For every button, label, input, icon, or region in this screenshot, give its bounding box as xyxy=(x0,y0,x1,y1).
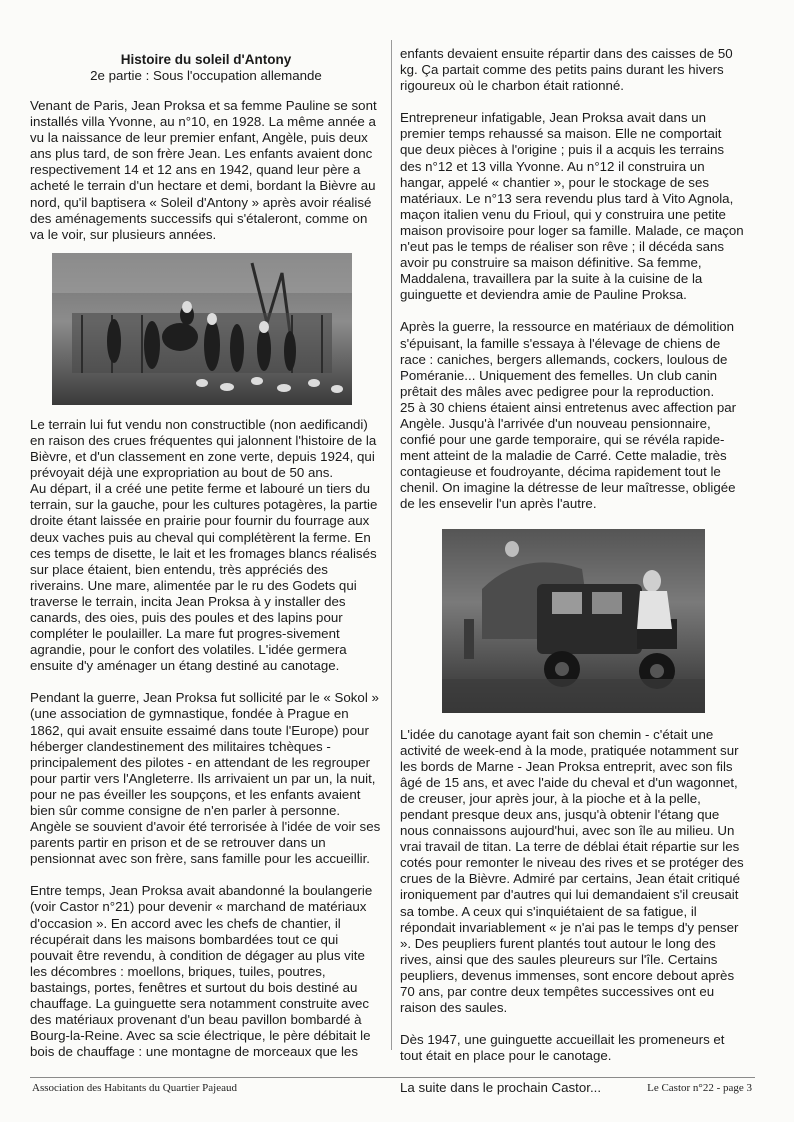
people-farm-photo xyxy=(52,253,352,405)
left-column xyxy=(30,46,382,1060)
paragraph: 25 à 30 chiens étaient ainsi entretenus avec affection par Angèle. Jusqu'à l'arrivée d'un nouveau pensionnaire, confié pour une garde temporaire, qui se révéla rapide-ment atteint de la maladie de Carré. Cette maladie, très contagieuse et foudroyante, décima rapidement tout le chenil. On imagine la détresse de leur maîtresse, obligée de les ensevelir l'un après l'autre. xyxy=(400,399,737,512)
article-title: Histoire du soleil d'Antony xyxy=(120,52,292,67)
paragraph: Dès 1947, une guinguette accueillait les promeneurs et tout était en place pour le canotage. xyxy=(400,1032,725,1064)
paragraph: Le terrain lui fut vendu non constructible (non aedificandi) en raison des crues fréquentes qui jalonnent l'histoire de la Bièvre, et d'un classement en zone verte, depuis 1924, qui prévoyait déjà une expropriation au bout de 50 ans. xyxy=(30,416,377,481)
column-divider xyxy=(391,40,392,1050)
paragraph: Pendant la guerre, Jean Proksa fut sollicité par le « Sokol » (une association de gymnastique, fondée à Prague en 1862, qui avait ensuite essaimé dans toute l'Europe) pour héberger clandestinement des militaires tchèques - principalement des pilotes - en attendant de les regrouper pour partir vers l'Angleterre. Ils arrivaient un par un, la nuit, pour ne pas éveiller les soupçons, et les enfants avaient bien sûr comme consigne de n'en parler à personne. Angèle se souvient d'avoir été terrorisée à l'idée de voir ses parents partir en prison et de se retrouver dans un pensionnat avec son frère, sans famille pour les accueillir. xyxy=(30,690,381,867)
old-car-hay-cart-photo xyxy=(442,529,705,713)
right-column xyxy=(400,46,745,1097)
paragraph: Entre temps, Jean Proksa avait abandonné la boulangerie (voir Castor n°21) pour devenir « marchand de matériaux d'occasion ». En accord avec les chefs de chantier, il récupérait dans les maisons bombardées tout ce qui pouvait être revendu, à condition de dégager au plus vite les décombres : moellons, briques, tuiles, poutres, bastaings, portes, fenêtres et surtout du bois destiné au chauffage. La guinguette sera notamment construite avec des matériaux provenant d'un beau pavillon bombardé à Bourg-la-Reine. Avec sa scie électrique, le père débitait le bois de chauffage : une montagne de morceaux que les xyxy=(30,883,373,1060)
closing-note: La suite dans le prochain Castor... xyxy=(400,1080,602,1096)
paragraph: Après la guerre, la ressource en matériaux de démolition s'épuisant, la famille s'essaya à l'élevage de chiens de race : caniches, bergers allemands, cockers, loulous de Poméranie... Uniquement des femelles. Un club canin prêtait des mâles avec pedigree pour la reproduction. xyxy=(400,319,735,399)
article-subtitle: 2e partie : Sous l'occupation allemande xyxy=(90,68,322,83)
paragraph: enfants devaient ensuite répartir dans des caisses de 50 kg. Ça partait comme des petits pains durant les hivers rigoureux où le charbon était rationné. xyxy=(400,46,733,94)
paragraph: L'idée du canotage ayant fait son chemin - c'était une activité de week-end à la mode, pratiquée notamment sur les bords de Marne - Jean Proksa entreprit, avec son fils âgé de 15 ans, et avec l'aide du cheval et d'un wagonnet, de creuser, jour après jour, à la pioche et à la pelle, pendant presque deux ans, jusqu'à obtenir l'étang que nous connaissons aujourd'hui, avec son île au milieu. Un vrai travail de titan. La terre de déblai était répartie sur les cotés pour remonter le niveau des rives et se protéger des crues de la Bièvre. Admiré par certains, Jean était critiqué ironiquement par d'autres qui lui demandaient s'il creusait sa tombe. A ceux qui s'inquiétaient de sa fatigue, il répondait invariablement « je n'ai pas le temps d'y penser ». Des peupliers furent plantés tout autour le long des rives, ainsi que des saules pleureurs sur l'île. Certains peupliers, devenus immenses, sont encore debout après 70 ans, par contre deux tempêtes successives ont eu raison des saules. xyxy=(400,726,744,1016)
paragraph: Venant de Paris, Jean Proksa et sa femme Pauline se sont installés villa Yvonne, au n°10, en 1928. La même année a vu la naissance de leur premier enfant, Angèle, puis deux ans plus tard, de son frère Jean. Les enfants avaient donc respectivement 14 et 12 ans en 1942, quand leur père a acheté le terrain d'un hectare et demi, bordant la Bièvre au nord, qu'il baptisera « Soleil d'Antony » après avoir réalisé des aménagements successifs qui s'étaleront, comme on va le voir, sur plusieurs années. xyxy=(30,98,377,242)
footer-rule xyxy=(30,1077,755,1078)
paragraph: Au départ, il a créé une petite ferme et labouré un tiers du terrain, sur la gauche, pour les cultures potagères, la partie droite étant laissée en prairie pour fournir du fourrage aux deux vaches puis au cheval qui complétèrent la ferme. En ces temps de disette, le lait et les fromages blancs réalisés sur place étaient, bien entendu, très appréciés des riverains. Une mare, alimentée par le ru des Godets qui traverse le terrain, incita Jean Proksa à y installer des canards, des oies, puis des poules et des lapins pour compléter le poulailler. La mare fut progres-sivement agrandie, pour le confort des volatiles. L'idée germera ensuite d'y aménager un étang destiné au canotage. xyxy=(30,481,378,674)
paragraph: Entrepreneur infatigable, Jean Proksa avait dans un premier temps rehaussé sa maison. Elle ne comportait que deux pièces à l'origine ; puis il a acquis les terrains des n°12 et 13 villa Yvonne. Au n°12 il construira un hangar, appelé « chantier », pour le stockage de ses matériaux. Le n°13 sera revendu plus tard à Vito Agnola, maçon italien venu du Frioul, qui y construira une petite maison provisoire pour loger sa famille. Malade, ce maçon n'eut pas le temps de réaliser son rêve ; il décéda sans avoir pu construire sa maison définitive. Sa femme, Maddalena, travaillera par la suite à la cuisine de la guinguette et deviendra amie de Pauline Proksa. xyxy=(400,110,744,303)
footer-association: Association des Habitants du Quartier Pajeaud xyxy=(32,1082,237,1094)
footer-page-number: Le Castor n°22 - page 3 xyxy=(647,1082,752,1094)
